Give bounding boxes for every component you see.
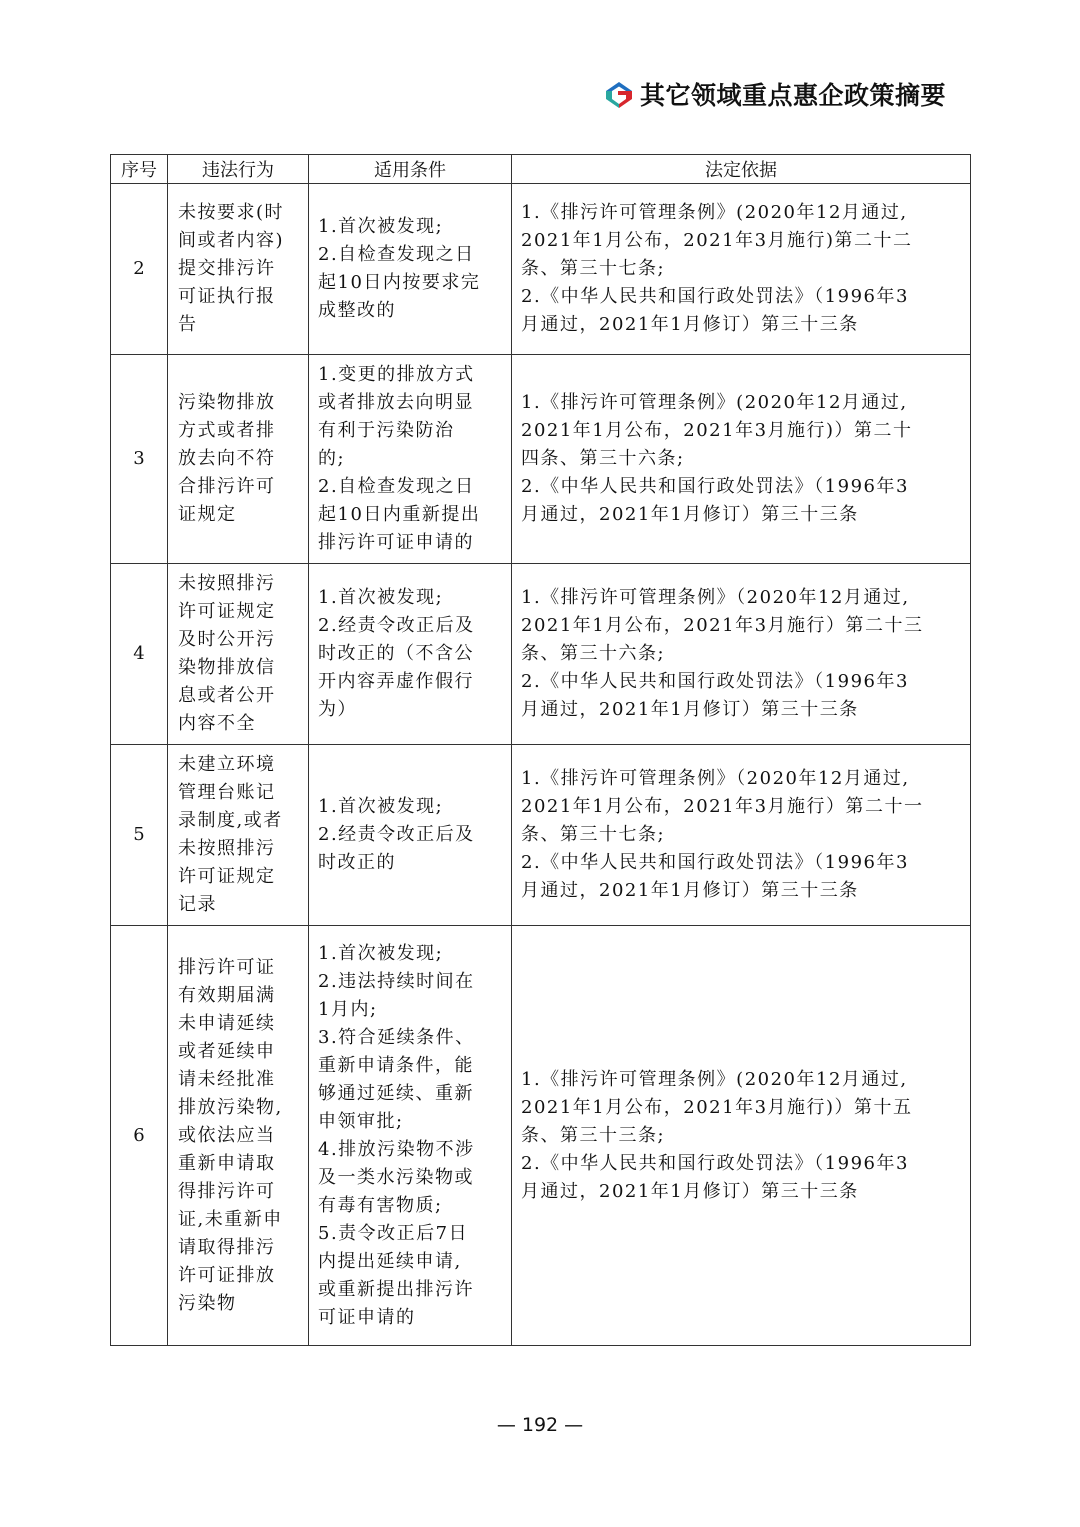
text-line: 2021年1月公布，2021年3月施行)）第十五 <box>521 1096 913 1118</box>
row-seq: 6 <box>111 926 168 1346</box>
text-line: 有利于污染防治 <box>318 420 455 441</box>
text-line: 管理台账记 <box>178 782 276 803</box>
text-line: 排放污染物, <box>178 1096 283 1118</box>
row-basis <box>512 564 971 745</box>
table-row <box>111 745 971 926</box>
text-line: 提交排污许 <box>178 258 276 279</box>
text-line: 1.《排污许可管理条例》(2020年12月通过, <box>521 392 908 413</box>
text-line: 条、第三十七条; <box>521 824 666 845</box>
text-line: 2021年1月公布，2021年3月施行）第二十一 <box>521 796 924 817</box>
text-line: 1月内; <box>318 998 378 1020</box>
text-line: 1.《排污许可管理条例》（2020年12月通过, <box>521 768 910 789</box>
table-row <box>111 564 971 745</box>
col-header-seq: 序号 <box>111 155 168 184</box>
row-behavior <box>168 564 309 745</box>
text-line: 月通过，2021年1月修订）第三十三条 <box>521 1180 859 1202</box>
row-basis <box>512 926 971 1346</box>
col-header-conditions: 适用条件 <box>309 155 512 184</box>
text-line: 告 <box>178 314 198 335</box>
text-line: 条、第三十六条; <box>521 643 666 664</box>
row-seq: 3 <box>111 355 168 564</box>
text-line: 的; <box>318 448 346 469</box>
header-title: 其它领域重点惠企政策摘要 <box>639 81 946 110</box>
text-line: 许可证规定 <box>178 866 276 887</box>
row-conditions <box>309 355 512 564</box>
text-line: 间或者内容) <box>178 230 285 251</box>
text-line: 成整改的 <box>318 300 396 321</box>
row-basis <box>512 184 971 355</box>
text-line: 1.首次被发现; <box>318 216 444 237</box>
page-header <box>602 76 946 112</box>
row-seq: 2 <box>111 184 168 355</box>
text-line: 月通过，2021年1月修订）第三十三条 <box>521 314 859 335</box>
table-row <box>111 184 971 355</box>
row-conditions <box>309 745 512 926</box>
text-line: 2.《中华人民共和国行政处罚法》（1996年3 <box>521 286 909 307</box>
text-line: 2.经责令改正后及 <box>318 615 475 636</box>
table-header-row <box>111 155 971 184</box>
text-line: 染物排放信 <box>178 657 276 678</box>
text-line: 够通过延续、重新 <box>318 1082 474 1104</box>
col-header-behavior: 违法行为 <box>168 155 309 184</box>
text-line: 重新申请取 <box>178 1152 276 1174</box>
text-line: 录制度,或者 <box>178 810 283 831</box>
row-basis <box>512 745 971 926</box>
text-line: 息或者公开 <box>178 685 276 706</box>
text-line: 2.自检查发现之日 <box>318 244 475 265</box>
text-line: 污染物 <box>178 1292 237 1314</box>
text-line: 2.《中华人民共和国行政处罚法》（1996年3 <box>521 1152 909 1174</box>
text-line: 为） <box>318 699 357 720</box>
text-line: 或者排放去向明显 <box>318 392 474 413</box>
text-line: 2.《中华人民共和国行政处罚法》（1996年3 <box>521 476 909 497</box>
text-line: 条、第三十七条; <box>521 258 666 279</box>
text-line: 1.首次被发现; <box>318 587 444 608</box>
text-line: 3.符合延续条件、 <box>318 1026 475 1048</box>
text-line: 证规定 <box>178 504 237 525</box>
row-conditions <box>309 926 512 1346</box>
text-line: 起10日内按要求完 <box>318 272 481 293</box>
row-seq: 4 <box>111 564 168 745</box>
text-line: 有效期届满 <box>178 984 276 1006</box>
row-conditions <box>309 184 512 355</box>
text-line: 2.违法持续时间在 <box>318 970 475 992</box>
text-line: 月通过，2021年1月修订）第三十三条 <box>521 504 859 525</box>
text-line: 放去向不符 <box>178 448 276 469</box>
text-line: 2.《中华人民共和国行政处罚法》（1996年3 <box>521 852 909 873</box>
text-line: 请未经批准 <box>178 1068 276 1090</box>
text-line: 2.自检查发现之日 <box>318 476 475 497</box>
text-line: 未按要求(时 <box>178 202 285 223</box>
text-line: 或者延续申 <box>178 1040 276 1062</box>
row-seq: 5 <box>111 745 168 926</box>
text-line: 及一类水污染物或 <box>318 1166 474 1188</box>
table-row <box>111 926 971 1346</box>
col-header-basis: 法定依据 <box>512 155 971 184</box>
text-line: 2021年1月公布，2021年3月施行）第二十三 <box>521 615 924 636</box>
text-line: 得排污许可 <box>178 1180 276 1202</box>
text-line: 1.首次被发现; <box>318 796 444 817</box>
text-line: 2.经责令改正后及 <box>318 824 475 845</box>
text-line: 请取得排污 <box>178 1236 276 1258</box>
text-line: 起10日内重新提出 <box>318 504 481 525</box>
text-line: 1.《排污许可管理条例》(2020年12月通过, <box>521 202 908 223</box>
text-line: 申领审批; <box>318 1110 404 1132</box>
row-behavior <box>168 184 309 355</box>
text-line: 可证申请的 <box>318 1306 416 1328</box>
row-basis <box>512 355 971 564</box>
text-line: 未按照排污 <box>178 573 276 594</box>
text-line: 2021年1月公布，2021年3月施行)第二十二 <box>521 230 913 251</box>
text-line: 2.《中华人民共和国行政处罚法》（1996年3 <box>521 671 909 692</box>
row-behavior <box>168 926 309 1346</box>
text-line: 月通过，2021年1月修订）第三十三条 <box>521 699 859 720</box>
text-line: 1.《排污许可管理条例》（2020年12月通过, <box>521 587 910 608</box>
row-behavior <box>168 355 309 564</box>
text-line: 或依法应当 <box>178 1124 276 1146</box>
text-line: 1.首次被发现; <box>318 942 444 964</box>
text-line: 方式或者排 <box>178 420 276 441</box>
text-line: 排污许可证 <box>178 956 276 978</box>
text-line: 1.《排污许可管理条例》(2020年12月通过, <box>521 1068 908 1090</box>
text-line: 许可证规定 <box>178 601 276 622</box>
text-line: 及时公开污 <box>178 629 276 650</box>
text-line: 许可证排放 <box>178 1264 276 1286</box>
text-line: 四条、第三十六条; <box>521 448 685 469</box>
text-line: 4.排放污染物不涉 <box>318 1138 475 1160</box>
text-line: 未申请延续 <box>178 1012 276 1034</box>
row-conditions <box>309 564 512 745</box>
text-line: 排污许可证申请的 <box>318 532 474 553</box>
text-line: 5.责令改正后7日 <box>318 1222 469 1244</box>
text-line: 未建立环境 <box>178 754 276 775</box>
text-line: 重新申请条件，能 <box>318 1054 474 1076</box>
text-line: 时改正的 <box>318 852 396 873</box>
text-line: 开内容弄虚作假行 <box>318 671 474 692</box>
text-line: 条、第三十三条; <box>521 1124 666 1146</box>
text-line: 内容不全 <box>178 713 256 734</box>
text-line: 时改正的（不含公 <box>318 643 474 664</box>
text-line: 月通过，2021年1月修订）第三十三条 <box>521 880 859 901</box>
policy-logo-icon <box>602 77 636 111</box>
table-row <box>111 355 971 564</box>
text-line: 1.变更的排放方式 <box>318 364 475 385</box>
page-number: — 192 — <box>496 1414 584 1436</box>
text-line: 2021年1月公布，2021年3月施行)）第二十 <box>521 420 913 441</box>
text-line: 内提出延续申请, <box>318 1250 462 1272</box>
row-behavior <box>168 745 309 926</box>
text-line: 污染物排放 <box>178 392 276 413</box>
text-line: 记录 <box>178 894 217 915</box>
text-line: 可证执行报 <box>178 286 276 307</box>
policy-table <box>110 154 971 1346</box>
text-line: 合排污许可 <box>178 476 276 497</box>
text-line: 或重新提出排污许 <box>318 1278 474 1300</box>
text-line: 有毒有害物质; <box>318 1194 443 1216</box>
text-line: 未按照排污 <box>178 838 276 859</box>
text-line: 证,未重新申 <box>178 1208 283 1230</box>
